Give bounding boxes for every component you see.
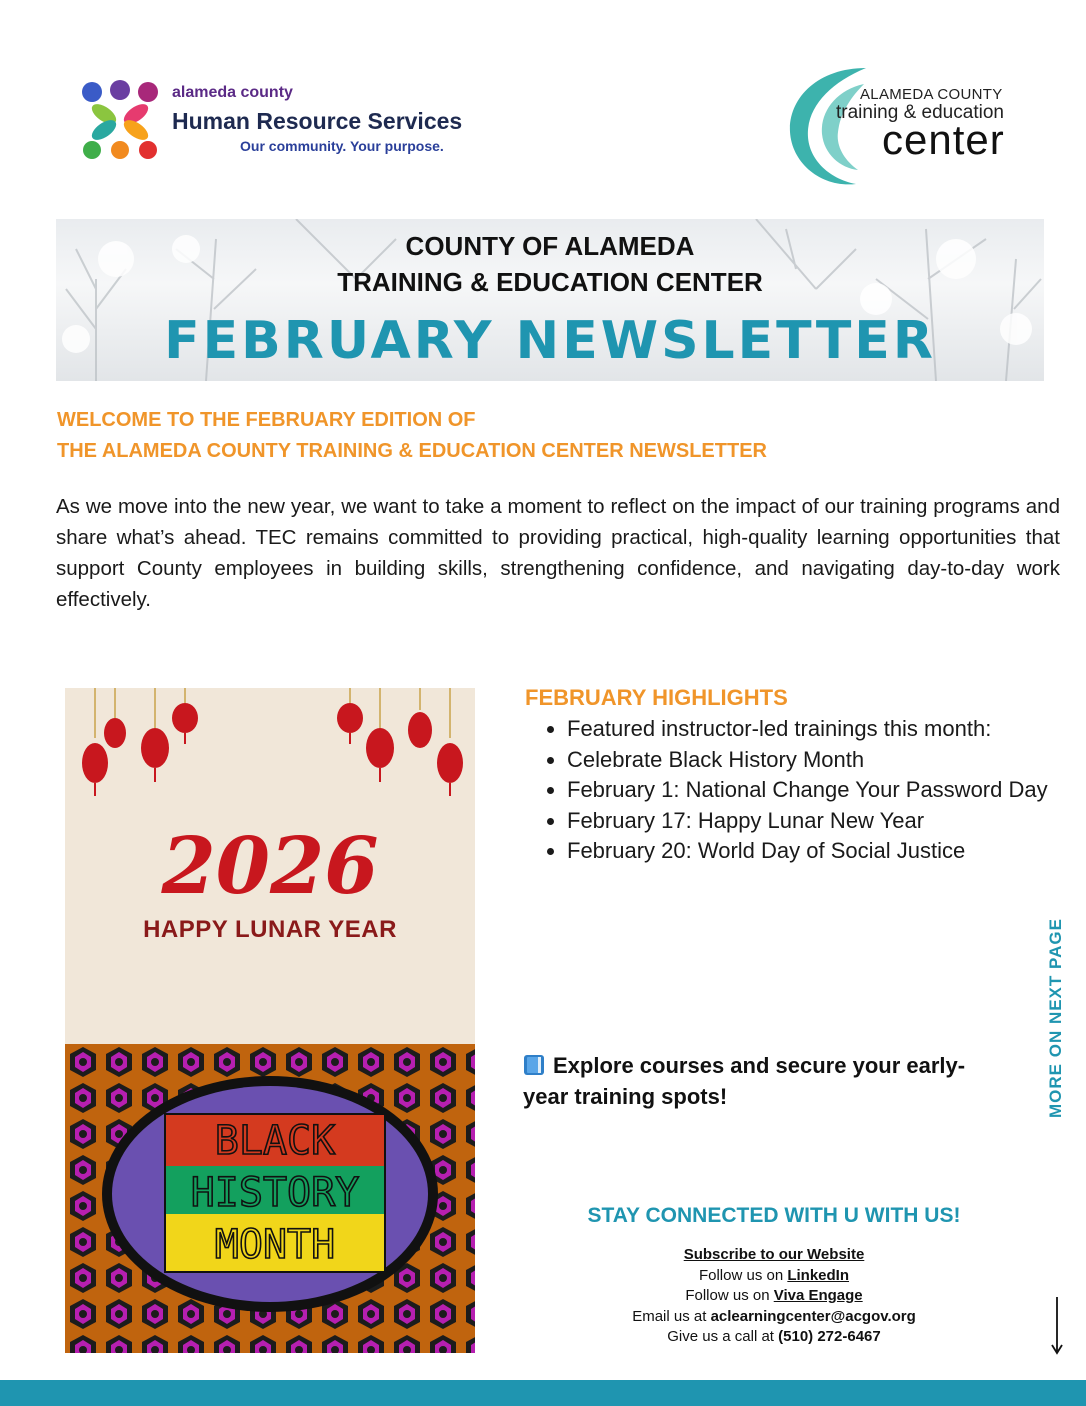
list-item: • February 1: National Change Your Password Day	[567, 775, 1057, 806]
arrow-down-icon	[1050, 1297, 1064, 1355]
black-history-month-image	[65, 1044, 475, 1353]
newsletter-banner	[56, 219, 1044, 381]
phone-label: Give us a call at	[667, 1328, 779, 1345]
lunar-caption: HAPPY LUNAR YEAR	[143, 916, 397, 943]
book-icon	[523, 1054, 545, 1076]
hrs-logo-county: alameda county	[172, 84, 293, 101]
footer-bar	[0, 1380, 1086, 1406]
linkedin-link[interactable]: LinkedIn	[787, 1266, 850, 1284]
tec-logo-county: ALAMEDA COUNTY	[860, 86, 1003, 103]
email-label: Email us at	[632, 1307, 711, 1325]
lunar-new-year-image	[65, 688, 475, 1044]
hrs-logo	[80, 80, 500, 162]
viva-engage-link[interactable]: Viva Engage	[773, 1287, 863, 1304]
banner-center-title: TRAINING & EDUCATION CENTER	[337, 267, 763, 297]
list-item: • Celebrate Black History Month	[567, 745, 1057, 776]
banner-newsletter-title: FEBRUARY NEWSLETTER	[164, 311, 936, 371]
list-item: • Featured instructor-led trainings this month:	[567, 714, 1057, 745]
welcome-heading-line2: THE ALAMEDA COUNTY TRAINING & EDUCATION CENTER NEWSLETTER	[57, 440, 767, 462]
hrs-logo-name: Human Resource Services	[172, 108, 463, 134]
list-item: • February 17: Happy Lunar New Year	[567, 806, 1057, 837]
hrs-logo-tagline: Our community. Your purpose.	[240, 138, 444, 154]
subscribe-link[interactable]: Subscribe to our Website	[683, 1246, 865, 1263]
tec-logo-center: center	[882, 116, 1005, 163]
follow-label-2: Follow us on	[685, 1287, 774, 1304]
welcome-heading-line1: WELCOME TO THE FEBRUARY EDITION OF	[57, 409, 476, 431]
intro-paragraph: As we move into the new year, we want to take a moment to reflect on the impact of our training programs and share what’s ahead. TEC remains committed to providing practical, high-quality learning opportunities that support County employees in building skills, strengthening confidence, and navigating day-to-day work effectively.	[56, 495, 1060, 611]
explore-text: Explore courses and secure your early-year training spots!	[523, 1053, 966, 1109]
bhm-word-month: MONTH	[214, 1222, 336, 1268]
phone-number[interactable]: (510) 272-6467	[778, 1328, 881, 1345]
stay-connected-title: STAY CONNECTED WITH U WITH US!	[587, 1204, 961, 1227]
tec-logo-subtitle: training & education	[836, 102, 1004, 123]
contact-block	[504, 1245, 1044, 1348]
lanterns-icon	[65, 688, 475, 1044]
follow-label-1: Follow us on	[698, 1266, 788, 1284]
highlights-list	[545, 714, 1057, 867]
highlights-title: FEBRUARY HIGHLIGHTS	[525, 685, 788, 710]
email-link[interactable]: aclearningcenter@acgov.org	[710, 1307, 916, 1325]
explore-callout	[523, 1050, 993, 1112]
list-item: • February 20: World Day of Social Justice	[567, 836, 1057, 867]
bhm-word-black: BLACK	[214, 1118, 336, 1164]
hrs-logo-mark-icon	[80, 80, 160, 160]
bhm-word-history: HISTORY	[190, 1170, 360, 1216]
lunar-year-text: 2026	[161, 821, 379, 912]
more-on-next-page: MORE ON NEXT PAGE	[1046, 918, 1065, 1118]
welcome-heading	[57, 405, 767, 467]
bhm-pattern-icon	[65, 1044, 475, 1353]
tec-logo	[786, 60, 1046, 195]
banner-county-title: COUNTY OF ALAMEDA	[405, 231, 695, 261]
